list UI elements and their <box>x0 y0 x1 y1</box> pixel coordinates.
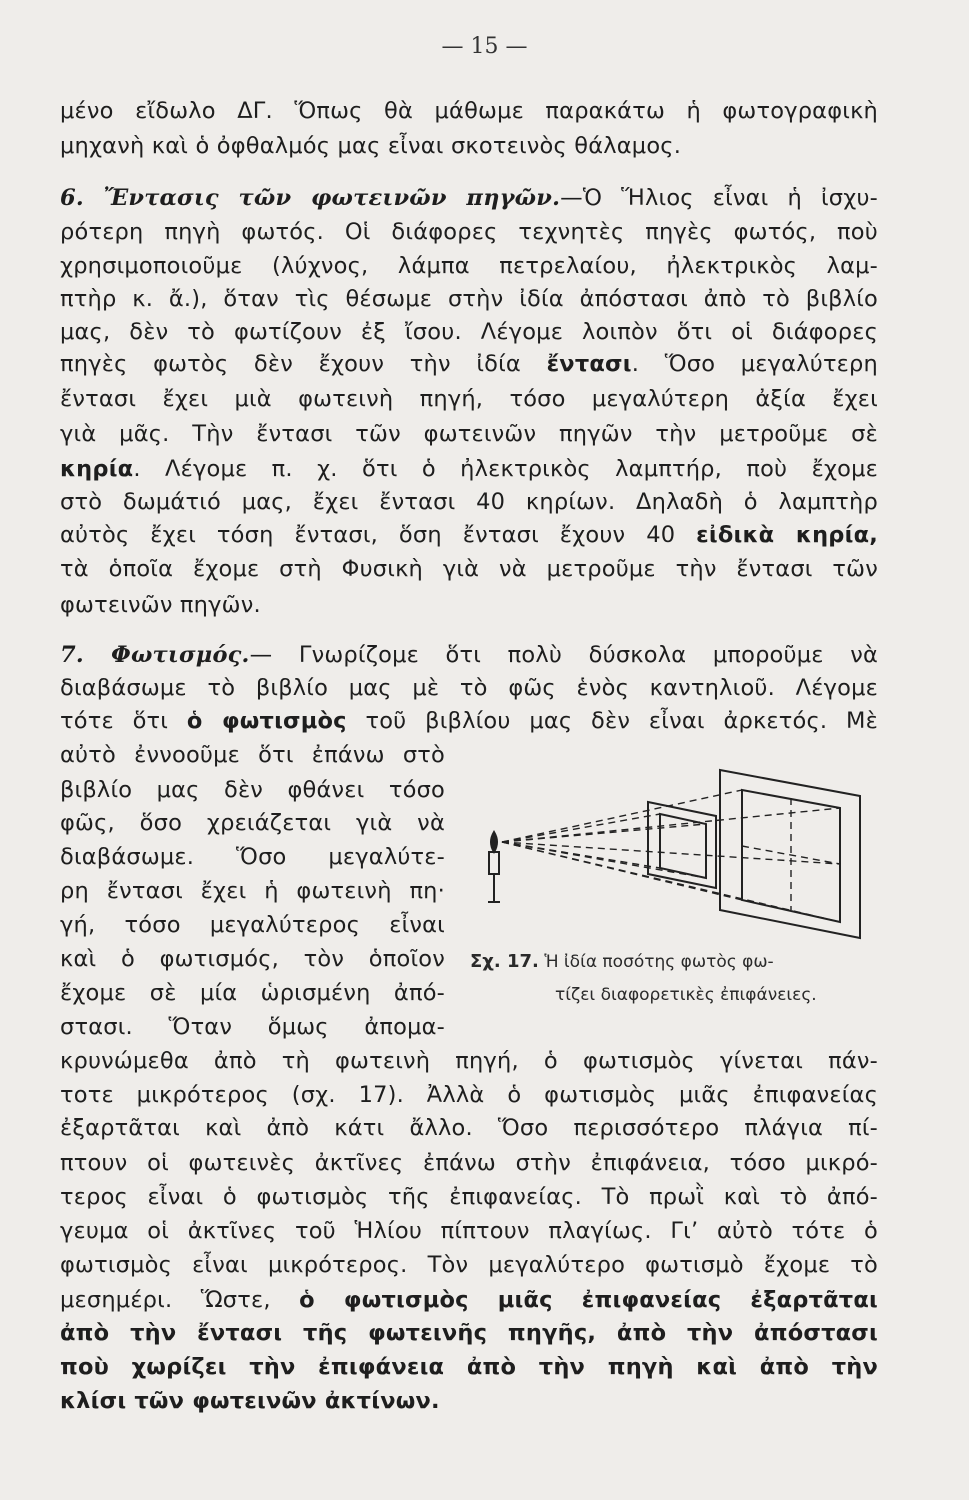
term-fotismos: ὁ φωτισμὸς <box>186 708 347 734</box>
candle-body <box>489 852 499 874</box>
text-line: ἔντασι ἔχει μιὰ φωτεινὴ πηγή, τόσο μεγαλύτερη ἀξία ἔχει <box>60 386 878 412</box>
conclusion-line: ποὺ χωρίζει τὴν ἐπιφάνεια ἀπὸ τὴν πηγὴ καὶ ἀπὸ τὴν <box>60 1354 878 1380</box>
section-6-heading-line <box>60 183 878 213</box>
candle-flame <box>491 832 497 852</box>
text-line: μένο εἴδωλο ΔΓ. Ὅπως θὰ μάθωμε παρακάτω ἡ φωτογραφικὴ <box>60 98 878 124</box>
text-line: κρυνώμεθα ἀπὸ τὴ φωτεινὴ πηγή, ὁ φωτισμὸς γίνεται πάν- <box>60 1048 878 1074</box>
term-eidika-keria: εἰδικὰ κηρία, <box>696 522 878 548</box>
section-7-heading-line <box>60 640 878 670</box>
figure-caption-line <box>470 950 900 974</box>
text-line: γή, τόσο μεγαλύτερος εἶναι <box>60 912 445 938</box>
light-rays <box>502 790 840 922</box>
figure-label: Σχ. 17. <box>470 951 539 972</box>
text-line: πτουν οἱ φωτεινὲς ἀκτῖνες ἐπάνω στὴν ἐπιφάνεια, τόσο μικρό- <box>60 1150 878 1176</box>
page-number: — 15 — <box>441 34 528 59</box>
figure-caption-line: τίζει διαφορετικὲς ἐπιφάνειες. <box>555 985 817 1005</box>
text-line: διαβάσωμε. Ὅσο μεγαλύτε- <box>60 844 445 870</box>
text-line: γευμα οἱ ἀκτῖνες τοῦ Ἡλίου πίπτουν πλαγίως. Γι’ αὐτὸ τότε ὁ <box>60 1218 878 1244</box>
text-line: φῶς, ὅσο χρειάζεται γιὰ νὰ <box>60 810 445 836</box>
term-entasi: ἔντασι <box>546 351 632 377</box>
section-7-lead: — Γνωρίζομε ὅτι πολὺ δύσκολα μποροῦμε νὰ <box>249 642 878 668</box>
text-line: αὐτὸ ἐννοοῦμε ὅτι ἐπάνω στὸ <box>60 742 445 768</box>
text-line: ρότερη πηγὴ φωτός. Οἱ διάφορες τεχνητὲς πηγὲς φωτός, ποὺ <box>60 219 878 245</box>
conclusion-line: ἀπὸ τὴν ἔντασι τῆς φωτεινῆς πηγῆς, ἀπὸ τὴν ἀπόστασι <box>60 1320 878 1346</box>
text-line: γιὰ μᾶς. Τὴν ἔντασι τῶν φωτεινῶν πηγῶν τὴν μετροῦμε σὲ <box>60 421 878 447</box>
text-line: βιβλίο μας δὲν φθάνει τόσο <box>60 777 445 803</box>
text-line: στὸ δωμάτιό μας, ἔχει ἔντασι 40 κηρίων. Δηλαδὴ ὁ λαμπτὴρ <box>60 489 878 515</box>
text-line: ρη ἔντασι ἔχει ἡ φωτεινὴ πη· <box>60 878 445 904</box>
text-line: τερος εἶναι ὁ φωτισμὸς τῆς ἐπιφανείας. Τὸ πρωῒ καὶ τὸ ἀπό- <box>60 1184 878 1210</box>
text-line: ἔχομε σὲ μία ὡρισμένη ἀπό- <box>60 980 445 1006</box>
conclusion-bold: ὁ φωτισμὸς μιᾶς ἐπιφανείας ἐξαρτᾶται <box>299 1287 878 1313</box>
section-7-title: 7. Φωτισμός. <box>60 642 250 668</box>
text-line: φωτισμὸς εἶναι μικρότερος. Τὸν μεγαλύτερο φωτισμὸ ἔχομε τὸ <box>60 1252 878 1278</box>
conclusion-line: κλίσι τῶν φωτεινῶν ἀκτίνων. <box>60 1388 440 1414</box>
text-line: πηγὲς φωτὸς δὲν ἔχουν τὴν ἰδία ἔντασι. Ὅσο μεγαλύτερη <box>60 351 878 377</box>
figure-caption-text: Ἡ ἰδία ποσότης φωτὸς φω- <box>544 952 774 972</box>
text-line: καὶ ὁ φωτισμός, τὸν ὁποῖον <box>60 946 445 972</box>
text-line: τὰ ὁποῖα ἔχομε στὴ Φυσικὴ γιὰ νὰ μετροῦμε τὴν ἔντασι τῶν <box>60 556 878 582</box>
text-line: τοτε μικρότερος (σχ. 17). Ἀλλὰ ὁ φωτισμὸς μιᾶς ἐπιφανείας <box>60 1082 878 1108</box>
figure-17-illustration <box>480 760 880 950</box>
text-line: μεσημέρι. Ὥστε, ὁ φωτισμὸς μιᾶς ἐπιφανείας ἐξαρτᾶται <box>60 1287 878 1313</box>
text-line: φωτεινῶν πηγῶν. <box>60 592 261 618</box>
text-line: ἐξαρτᾶται καὶ ἀπὸ κάτι ἄλλο. Ὅσο περισσότερο πλάγια πί- <box>60 1115 878 1141</box>
term-keria: κηρία <box>60 456 134 482</box>
text-line: στασι. Ὅταν ὅμως ἀπομα- <box>60 1014 445 1040</box>
text-line: κηρία. Λέγομε π. χ. ὅτι ὁ ἠλεκτρικὸς λαμπτήρ, ποὺ ἔχομε <box>60 456 878 482</box>
section-6-lead: —Ὁ Ἥλιος εἶναι ἡ ἰσχυ- <box>560 185 878 211</box>
text-line: μηχανὴ καὶ ὁ ὀφθαλμός μας εἶναι σκοτεινὸς θάλαμος. <box>60 133 682 159</box>
section-6-title: 6. Ἔντασις τῶν φωτεινῶν πηγῶν. <box>60 185 561 211</box>
text-line: διαβάσωμε τὸ βιβλίο μας μὲ τὸ φῶς ἑνὸς καντηλιοῦ. Λέγομε <box>60 675 878 701</box>
text-line: πτὴρ κ. ἄ.), ὅταν τὶς θέσωμε στὴν ἰδία ἀπόστασι ἀπὸ τὸ βιβλίο <box>60 286 878 312</box>
text-line: τότε ὅτι ὁ φωτισμὸς τοῦ βιβλίου μας δὲν εἶναι ἀρκετός. Μὲ <box>60 708 878 734</box>
text-line: αὐτὸς ἔχει τόση ἔντασι, ὅση ἔντασι ἔχουν 40 εἰδικὰ κηρία, <box>60 522 878 548</box>
text-line: χρησιμοποιοῦμε (λύχνος, λάμπα πετρελαίου, ἠλεκτρικὸς λαμ- <box>60 253 878 279</box>
text-line: μας, δὲν τὸ φωτίζουν ἐξ ἴσου. Λέγομε λοιπὸν ὅτι οἱ διάφορες <box>60 319 878 345</box>
